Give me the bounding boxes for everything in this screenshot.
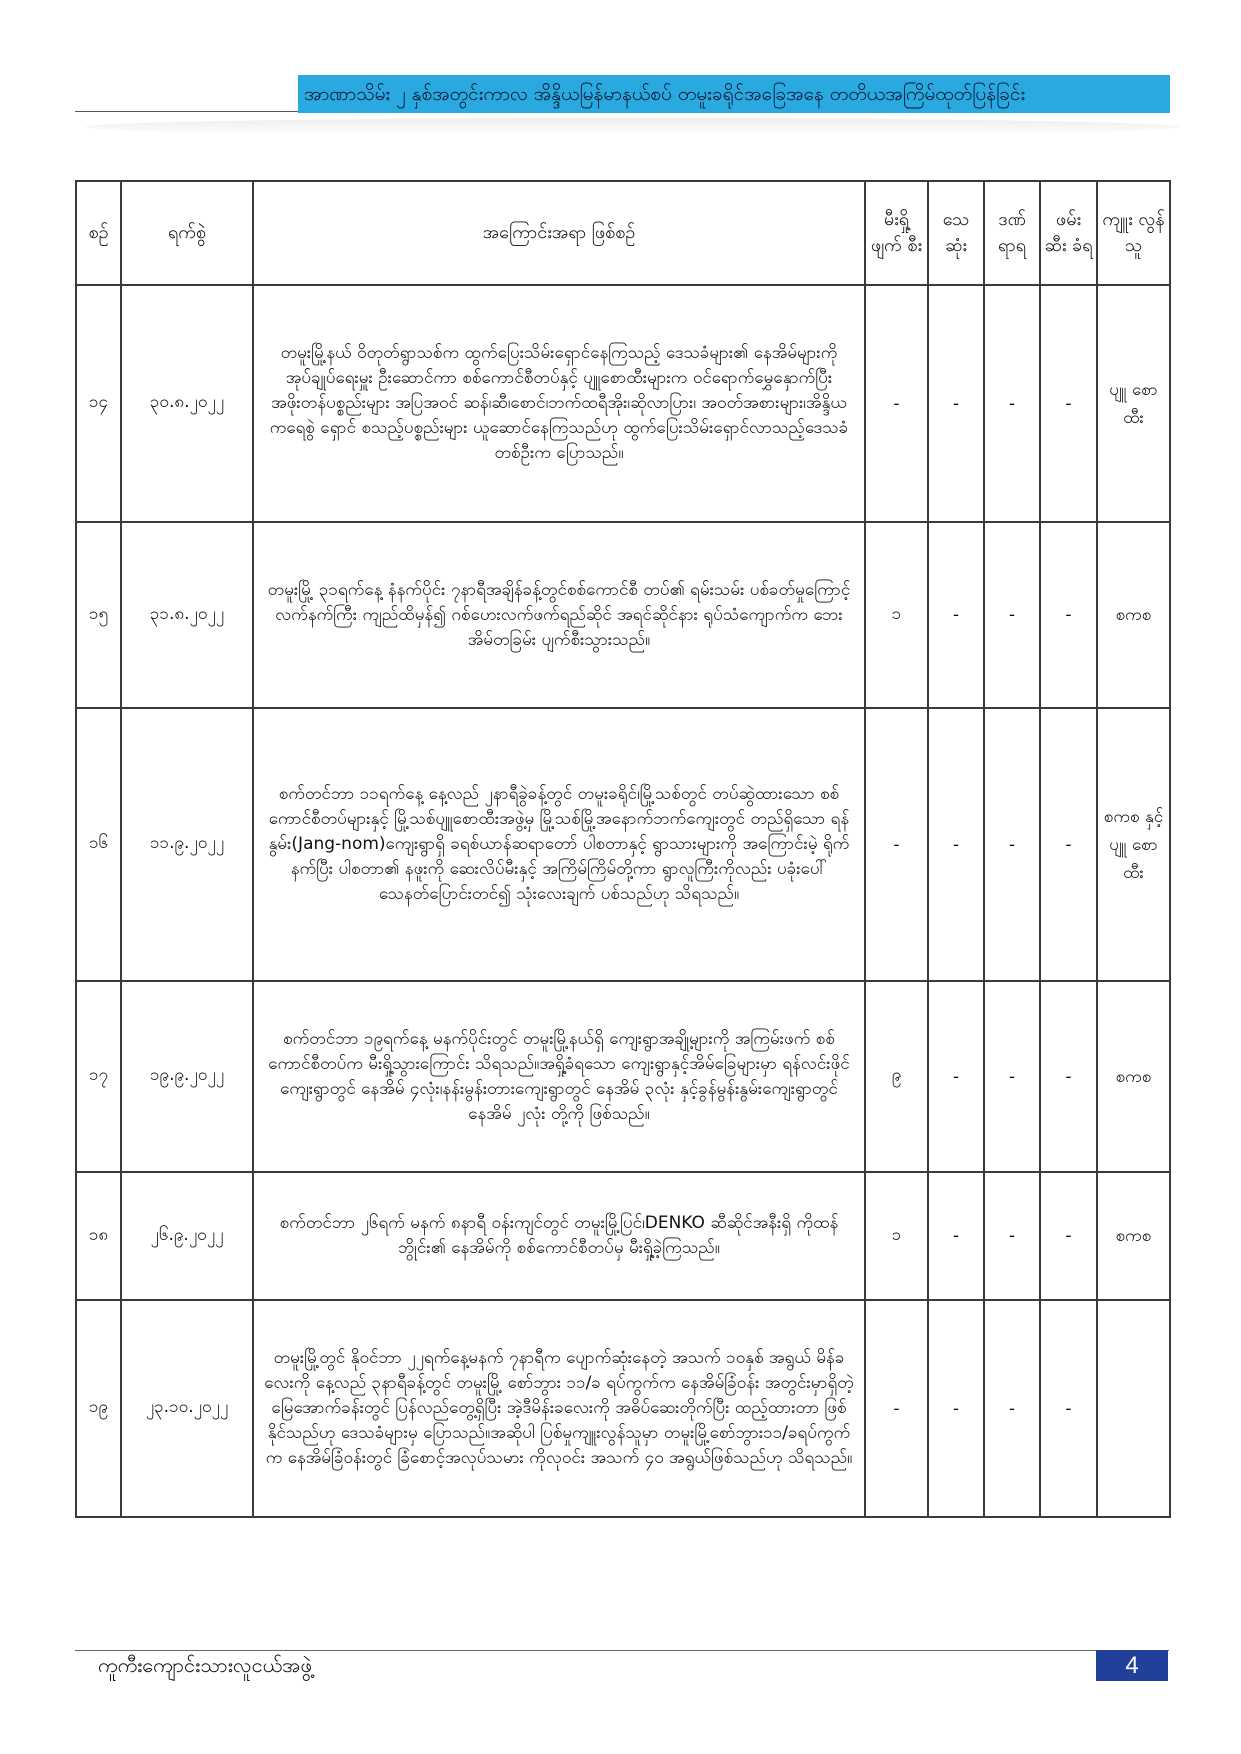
table-header-row — [76, 181, 1170, 285]
cell-description: တမူးမြို့ ၃၁ရက်နေ့ နံနက်ပိုင်း ၇နာရီအချိန်ခန့်တွင်စစ်ကောင်စီ တပ်၏ ရမ်းသမ်း ပစ်ခတ်မှုကြောင့် လက်နက်ကြီး ကျည်ထိမှန်၍ ဂစ်ဟေးလက်ဖက်ရည်ဆိုင် အရင်ဆိုင်နား ရုပ်သံကျောက်က ဘေးအိမ်တခြမ်း ပျက်စီးသွားသည်။ — [253, 522, 865, 708]
col-header-description: အကြောင်းအရာ ဖြစ်စဉ် — [253, 181, 865, 285]
cell-no: ၁၆ — [76, 708, 121, 981]
cell-injured: - — [984, 708, 1040, 981]
page-number: 4 — [1096, 1650, 1168, 1681]
cell-date: ၁၁.၉.၂၀၂၂ — [121, 708, 253, 981]
table-row — [76, 708, 1170, 981]
cell-dead: - — [928, 1172, 984, 1300]
table-row — [76, 1300, 1170, 1517]
cell-date: ၃၀.၈.၂၀၂၂ — [121, 285, 253, 522]
cell-date: ၃၁.၈.၂၀၂၂ — [121, 522, 253, 708]
cell-description: တမူးမြို့တွင် နိုဝင်ဘာ ၂၂ရက်နေ့မနက် ၇နာရီက ပျောက်ဆုံးနေတဲ့ အသက် ၁၀နှစ် အရွယ် မိန်ခလေးကို နေ့လည် ၃နာရီခန့်တွင် တမူးမြို့ စော်ဘွား ၁၁/ခ ရပ်ကွက်က နေအိမ်ခြံဝန်း အတွင်းမှာရှိတဲ့ မြေအောက်ခန်းတွင် ပြန်လည်တွေ့ရှိပြီး အဲ့ဒီမိန်းခလေးကို အဓိပ်ဆေးတိုက်ပြီး ထည့်ထားတာ ဖြစ်နိုင်သည်ဟု ဒေသခံများမှ ပြောသည်။အဆိုပါ ပြစ်မှုကျူးလွန်သူမှာ တမူးမြို့စော်ဘွား၁၁/ခရပ်ကွက်က နေအိမ်ခြံဝန်းတွင် ခြံစောင့်အလုပ်သမား ကိုလုဝင်း အသက် ၄၀ အရွယ်ဖြစ်သည်ဟု သိရသည်။ — [253, 1300, 865, 1517]
cell-burned: ၁ — [865, 1172, 928, 1300]
cell-perpetrator: စကစ — [1097, 981, 1170, 1172]
col-header-arrested: ဖမ်း ဆီး ခံရ — [1040, 181, 1097, 285]
cell-perpetrator: ပျူ စော ထီး — [1097, 285, 1170, 522]
cell-no: ၁၅ — [76, 522, 121, 708]
col-header-date: ရက်စွဲ — [121, 181, 253, 285]
table-row — [76, 285, 1170, 522]
footer-rule — [75, 1650, 1169, 1651]
page-header-title: အာဏာသိမ်း ၂ နှစ်အတွင်းကာလ အိန္ဒိယမြန်မာနယ်စပ် တမူးခရိုင်အခြေအနေ တတိယအကြိမ်ထုတ်ပြန်ခြင်း — [298, 75, 1170, 113]
table-row — [76, 1172, 1170, 1300]
cell-no: ၁၄ — [76, 285, 121, 522]
cell-dead: - — [928, 708, 984, 981]
cell-burned: - — [865, 708, 928, 981]
cell-perpetrator: စကစ နှင့် ပျူ စော ထီး — [1097, 708, 1170, 981]
cell-no: ၁၉ — [76, 1300, 121, 1517]
col-header-no: စဉ် — [76, 181, 121, 285]
cell-description: တမူးမြို့နယ် ဝိတုတ်ရွာသစ်က ထွက်ပြေးသိမ်းရှောင်နေကြသည့် ဒေသခံများ၏ နေအိမ်များကို အုပ်ချုပ်ရေးမှူး ဦးဆောင်ကာ စစ်ကောင်စီတပ်နှင့် ပျူစောထီးများက ဝင်ရောက်မွှေနှောက်ပြီး အဖိုးတန်ပစ္စည်းများ အပြအဝင် ဆန်၊ဆီ၊စောင်၊ဘက်ထရီအိုး၊ဆိုလာပြား၊ အဝတ်အစားများ၊အိန္ဒိယကရေစွဲ ရှောင် စသည့်ပစ္စည်းများ ယူဆောင်နေကြသည်ဟု ထွက်ပြေးသိမ်းရှောင်လာသည့်ဒေသခံ တစ်ဦးက ပြောသည်။ — [253, 285, 865, 522]
cell-dead: - — [928, 522, 984, 708]
cell-perpetrator: စကစ — [1097, 522, 1170, 708]
cell-arrested: - — [1040, 1300, 1097, 1517]
cell-date: ၁၉.၉.၂၀၂၂ — [121, 981, 253, 1172]
header-shadow — [85, 118, 1180, 136]
table-row — [76, 522, 1170, 708]
col-header-dead: သေ ဆုံး — [928, 181, 984, 285]
cell-burned: - — [865, 1300, 928, 1517]
table-row — [76, 981, 1170, 1172]
footer-organization: ကူကီးကျောင်းသားလူငယ်အဖွဲ့ — [98, 1653, 312, 1677]
cell-date: ၂၃.၁၀.၂၀၂၂ — [121, 1300, 253, 1517]
cell-dead: - — [928, 1300, 984, 1517]
cell-burned: - — [865, 285, 928, 522]
cell-dead: - — [928, 981, 984, 1172]
cell-no: ၁၇ — [76, 981, 121, 1172]
cell-date: ၂၆.၉.၂၀၂၂ — [121, 1172, 253, 1300]
col-header-perpetrator: ကျူး လွန် သူ — [1097, 181, 1170, 285]
cell-burned: ၉ — [865, 981, 928, 1172]
cell-injured: - — [984, 522, 1040, 708]
cell-arrested: - — [1040, 708, 1097, 981]
cell-description: စက်တင်ဘာ ၁၁ရက်နေ့ နေ့လည် ၂နာရီခွဲခန့်တွင် တမူးခရိုင်၊မြို့သစ်တွင် တပ်ဆွဲထားသော စစ်ကောင်စီတပ်များနှင့် မြို့သစ်ပျူစောထီးအဖွဲ့မှ မြို့သစ်မြို့အနောက်ဘက်ကျေးတွင် တည်ရှိသော ရန်နွမ်း(Jang-nom)ကျေးရွာရှိ ခရစ်ယာန်ဆရာတော် ပါစတာနှင့် ရွာသားများကို အကြောင်းမဲ့ ရိုက်နက်ပြီး ပါစတာ၏ နဖူးကို ဆေးလိပ်မီးနှင့် အကြိမ်ကြိမ်တို့ကာ ရွာလူကြီးကိုလည်း ပခုံးပေါ် သေနတ်ပြောင်းတင်၍ သုံးလေးချက် ပစ်သည်ဟု သိရသည်။ — [253, 708, 865, 981]
cell-arrested: - — [1040, 981, 1097, 1172]
cell-injured: - — [984, 285, 1040, 522]
cell-burned: ၁ — [865, 522, 928, 708]
col-header-burned: မီးရှို့ ဖျက် စီး — [865, 181, 928, 285]
header-rule — [75, 111, 300, 112]
cell-perpetrator — [1097, 1300, 1170, 1517]
cell-injured: - — [984, 1300, 1040, 1517]
incident-table — [75, 180, 1171, 1518]
cell-description: စက်တင်ဘာ ၁၉ရက်နေ့ မနက်ပိုင်းတွင် တမူးမြို့နယ်ရှိ ကျေးရွာအချို့များကို အကြမ်းဖက် စစ်ကောင်စီတပ်က မီးရှို့သွားကြောင်း သိရသည်။အရှို့ခံရသော ကျေးရွာနှင့်အိမ်ခြေများမှာ ရန်လင်းဖိုင်ကျေးရွာတွင် နေအိမ် ၄လုံး၊နန်းမွန်းတားကျေးရွာတွင် နေအိမ် ၃လုံး နှင့်ခွန်မွန်းနွမ်းကျေးရွာတွင် နေအိမ် ၂လုံး တို့ကို ဖြစ်သည်။ — [253, 981, 865, 1172]
cell-injured: - — [984, 1172, 1040, 1300]
cell-injured: - — [984, 981, 1040, 1172]
cell-perpetrator: စကစ — [1097, 1172, 1170, 1300]
cell-arrested: - — [1040, 1172, 1097, 1300]
cell-dead: - — [928, 285, 984, 522]
cell-description: စက်တင်ဘာ ၂၆ရက် မနက် ၈နာရီ ဝန်းကျင်တွင် တမူးမြို့ပြင်၊DENKO ဆီဆိုင်အနီးရှိ ကိုထန်ဘွိုင်း၏ နေအိမ်ကို စစ်ကောင်စီတပ်မှ မီးရှို့ခဲ့ကြသည်။ — [253, 1172, 865, 1300]
col-header-injured: ဒဏ် ရာရ — [984, 181, 1040, 285]
cell-arrested: - — [1040, 285, 1097, 522]
cell-arrested: - — [1040, 522, 1097, 708]
cell-no: ၁၈ — [76, 1172, 121, 1300]
